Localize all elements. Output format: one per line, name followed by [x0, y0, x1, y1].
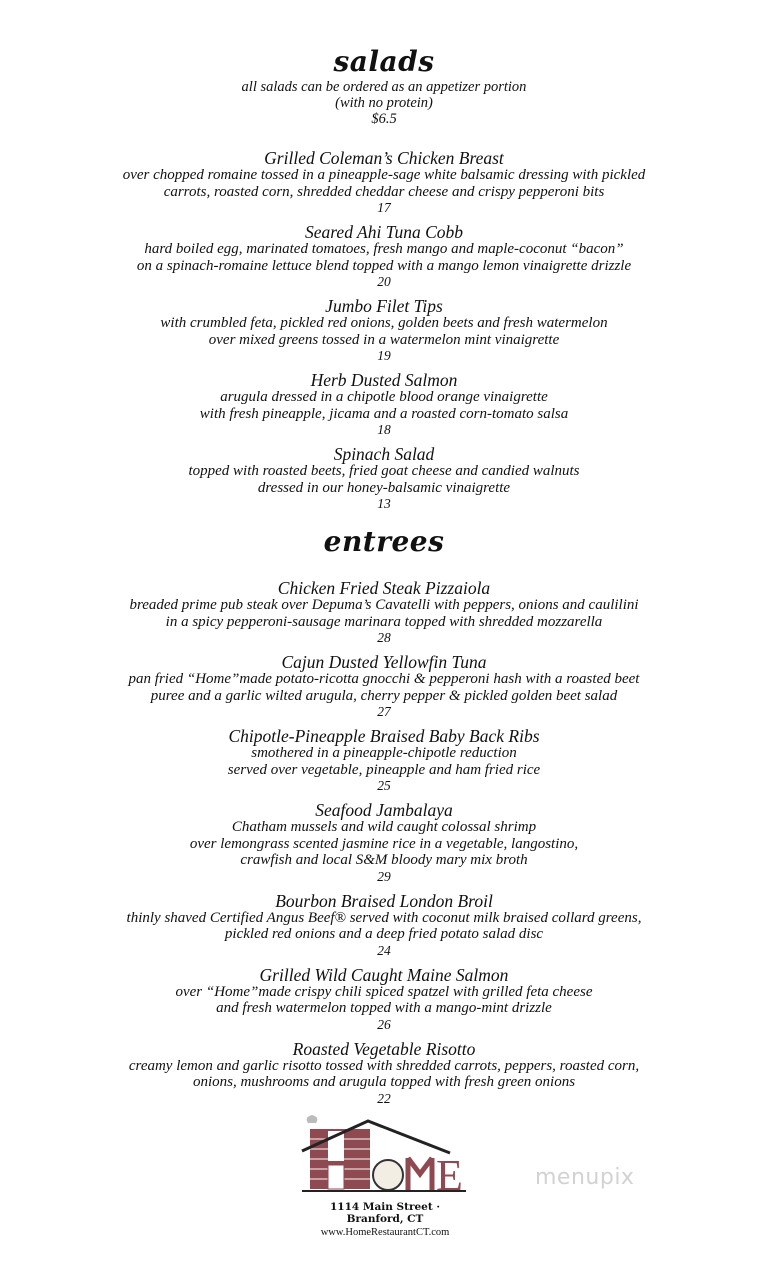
note-line: all salads can be ordered as an appetizer portion [241, 79, 527, 95]
menu-item-description: served over vegetable, pineapple and ham fried rice [227, 761, 541, 778]
entrees-heading: entrees [323, 525, 445, 558]
salads-list [0, 149, 768, 512]
menu-item-description: thinly shaved Certified Angus Beef® served with coconut milk braised collard greens, [126, 909, 642, 926]
menu-item-description: arugula dressed in a chipotle blood orange vinaigrette [220, 389, 548, 405]
salads-section [0, 45, 768, 519]
menu-item-price: 19 [377, 348, 391, 363]
menu-item-description: creamy lemon and garlic risotto tossed with shredded carrots, peppers, roasted corn, [128, 1057, 640, 1074]
menu-item-description: pickled red onions and a deep fried potato salad disc [224, 926, 544, 942]
menu-item-description: on a spinach-romaine lettuce blend topped with a mango lemon vinaigrette drizzle [136, 257, 632, 274]
menu-item-price: 22 [377, 1090, 391, 1106]
svg-text:E: E [436, 1151, 463, 1195]
menu-item-description: over mixed greens tossed in a watermelon mint vinaigrette [208, 331, 560, 348]
menu-item-name: Chipotle-Pineapple Braised Baby Back Ribs [228, 726, 540, 746]
menu-item-price: 24 [377, 942, 391, 958]
menu-item-description: over lemongrass scented jasmine rice in a vegetable, langostino, [189, 835, 579, 852]
restaurant-logo [300, 1113, 470, 1238]
menu-item [0, 892, 768, 959]
menu-item [0, 579, 768, 646]
watermark: menupix [535, 1165, 635, 1190]
address: 1114 Main Street · Branford, CT [329, 1201, 441, 1225]
salads-heading: salads [333, 45, 435, 78]
menu-item [0, 445, 768, 512]
menu-item [0, 1040, 768, 1107]
menu-item [0, 149, 768, 216]
home-logo-icon [300, 1113, 470, 1195]
menu-item-price: 29 [377, 868, 391, 884]
menu-item [0, 371, 768, 438]
menu-item-description: and fresh watermelon topped with a mango-mint drizzle [216, 1000, 552, 1016]
menu-item [0, 727, 768, 794]
menu-item-description: hard boiled egg, marinated tomatoes, fresh mango and maple-coconut “bacon” [144, 241, 624, 257]
menu-item-name: Grilled Coleman’s Chicken Breast [264, 148, 504, 168]
menu-item-description: Chatham mussels and wild caught colossal shrimp [231, 819, 537, 835]
website-link[interactable]: www.HomeRestaurantCT.com [320, 1227, 450, 1238]
menu-item-price: 27 [377, 704, 391, 719]
menu-item-name: Herb Dusted Salmon [310, 370, 458, 390]
menu-item-description: with crumbled feta, pickled red onions, golden beets and fresh watermelon [160, 315, 608, 331]
menu-item-price: 26 [377, 1016, 391, 1032]
entrees-list [0, 579, 768, 1107]
menu-item [0, 653, 768, 720]
menu-item-description: in a spicy pepperoni-sausage marinara topped with shredded mozzarella [165, 613, 603, 630]
menu-item-description: breaded prime pub steak over Depuma’s Cavatelli with peppers, onions and caulilini [129, 597, 639, 613]
menu-item-name: Seared Ahi Tuna Cobb [305, 222, 463, 242]
menu-item-price: 20 [377, 274, 391, 289]
menu-item-name: Chicken Fried Steak Pizzaiola [277, 578, 491, 598]
menu-item [0, 966, 768, 1033]
salads-note [0, 79, 768, 127]
menu-item-description: carrots, roasted corn, shredded cheddar cheese and crispy pepperoni bits [163, 183, 605, 200]
menu-item-price: 13 [377, 496, 391, 511]
menu-item-description: over “Home”made crispy chili spiced spatzel with grilled feta cheese [175, 983, 593, 1000]
menu-item-price: 28 [377, 630, 391, 645]
menu-item-name: Jumbo Filet Tips [325, 296, 443, 316]
entrees-section [0, 525, 768, 1114]
menu-item-description: crawfish and local S&M bloody mary mix broth [240, 852, 528, 868]
menu-item-price: 18 [377, 422, 391, 437]
menu-item-name: Roasted Vegetable Risotto [292, 1038, 476, 1059]
menu-item-price: 17 [377, 200, 391, 215]
menu-item-description: with fresh pineapple, jicama and a roasted corn-tomato salsa [199, 405, 569, 422]
menu-item-description: pan fried “Home”made potato-ricotta gnocchi & pepperoni hash with a roasted beet [128, 671, 640, 687]
menu-item-description: onions, mushrooms and arugula topped with fresh green onions [192, 1074, 576, 1090]
menu-item-description: dressed in our honey-balsamic vinaigrette [257, 479, 511, 496]
menu-item-price: 25 [377, 778, 391, 793]
menu-item [0, 801, 768, 885]
menu-item-name: Seafood Jambalaya [315, 800, 453, 820]
menu-item [0, 297, 768, 364]
menu-item-description: topped with roasted beets, fried goat cheese and candied walnuts [188, 463, 580, 479]
menu-item-name: Grilled Wild Caught Maine Salmon [259, 964, 509, 985]
menu-item-name: Bourbon Braised London Broil [275, 890, 493, 911]
menu-item-description: over chopped romaine tossed in a pineapple-sage white balsamic dressing with pickled [122, 167, 646, 183]
menu-item [0, 223, 768, 290]
menu-item-name: Cajun Dusted Yellowfin Tuna [281, 652, 487, 672]
menu-item-name: Spinach Salad [333, 444, 435, 464]
menu-item-description: smothered in a pineapple-chipotle reduction [251, 745, 517, 761]
note-price: $6.5 [371, 111, 397, 127]
note-line: (with no protein) [335, 95, 433, 111]
menu-item-description: puree and a garlic wilted arugula, cherry pepper & pickled golden beet salad [150, 687, 618, 704]
